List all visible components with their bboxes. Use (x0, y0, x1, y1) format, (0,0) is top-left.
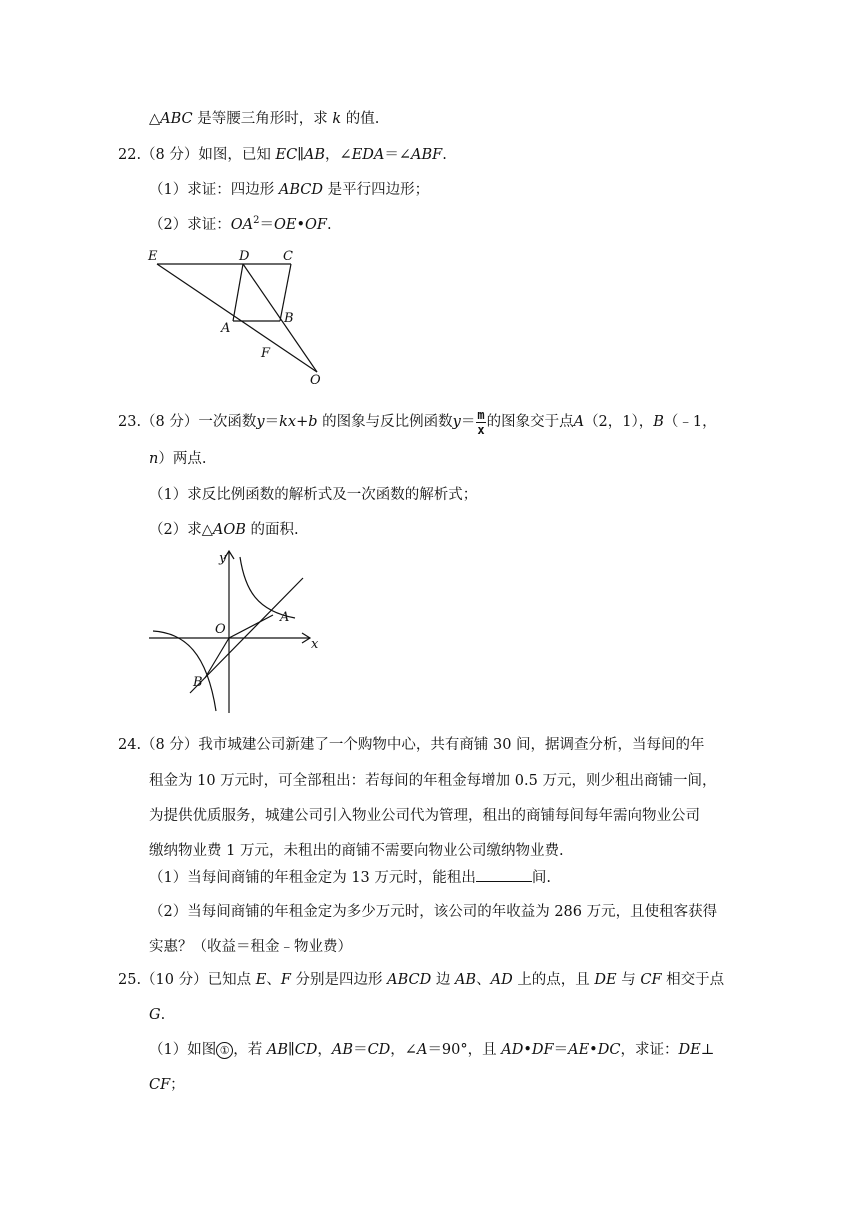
segment-oa (229, 615, 273, 638)
q24-line-1: 24.（8 分）我市城建公司新建了一个购物中心，共有商铺 30 间，据调查分析，当每间的年 (118, 737, 705, 753)
q24-line-3: 为提供优质服务，城建公司引入物业公司代为管理，租出的商铺每间每年需向物业公司 (149, 808, 700, 824)
q23-part2: （2）求△AOB 的面积. (149, 522, 299, 538)
q25-heading-cont: G. (149, 1007, 166, 1023)
q22-part2: （2）求证：$OA^2=OE•OF$. (149, 215, 332, 233)
figure-number-circle: ① (216, 1042, 233, 1059)
answer-blank[interactable] (476, 867, 532, 882)
q23-function-graph (145, 545, 325, 715)
var-abc: ABC (160, 111, 193, 127)
q24-part2: （2）当每间商铺的年租金定为多少万元时，该公司的年收益为 286 万元，且使租客获得 (149, 904, 718, 920)
label-b: B (284, 311, 294, 326)
label-o: O (310, 373, 321, 388)
label-o: O (215, 622, 226, 637)
q22-geometry-figure (145, 245, 345, 390)
q23-heading: 23.（8 分）一次函数y＝kx+b 的图象与反比例函数y＝ $\frac{m}{x}$ 的图象交于点A（2，1），B（﹣1， (118, 407, 717, 437)
q22-part1: （1）求证：四边形 ABCD 是平行四边形； (149, 182, 430, 198)
label-c: C (283, 249, 293, 264)
q25-part1-cont: CF； (149, 1077, 185, 1093)
segment-ob (205, 638, 229, 678)
text: 是等腰三角形时，求 (197, 111, 328, 127)
q24-part2-cont: 实惠？（收益＝租金﹣物业费） (149, 939, 352, 955)
triangle-symbol: △ (149, 111, 161, 127)
label-b: B (193, 675, 203, 690)
label-f: F (261, 346, 271, 361)
label-y: y (219, 551, 227, 566)
segment-do (243, 264, 317, 372)
q25-heading: 25.（10 分）已知点 E、F 分别是四边形 ABCD 边 AB、AD 上的点，且 DE 与 CF 相交于点 (118, 972, 725, 988)
q24-line-4: 缴纳物业费 1 万元，未租出的商铺不需要向物业公司缴纳物业费. (149, 843, 564, 859)
fraction-m-over-x: $\frac{m}{x}$ (477, 407, 485, 437)
q23-part1: （1）求反比例函数的解析式及一次函数的解析式； (149, 487, 478, 503)
label-a: A (221, 321, 231, 336)
label-x: x (311, 637, 319, 652)
text-line-isosceles (149, 109, 379, 129)
q25-part1: （1）如图 ① ，若 AB∥CD，AB＝CD，∠A＝90°，且 AD•DF＝AE•DC，求证：DE⊥ (149, 1042, 715, 1058)
label-d: D (239, 249, 250, 264)
hyperbola-branch-upper (240, 557, 295, 618)
label-e: E (148, 249, 158, 264)
label-a: A (280, 610, 290, 625)
text: 的值. (345, 111, 380, 127)
segment-da (233, 264, 243, 321)
var-k: k (332, 111, 342, 127)
q22-heading: 22.（8 分）如图，已知 EC∥AB，∠EDA＝∠ABF. (118, 147, 447, 163)
q24-part1: （1）当每间商铺的年租金定为 13 万元时，能租出 间. (149, 867, 551, 888)
q23-heading-cont: n）两点. (149, 451, 207, 467)
hyperbola-branch-lower (153, 631, 216, 711)
q24-line-2: 租金为 10 万元时，可全部租出：若每间的年租金每增加 0.5 万元，则少租出商铺一间， (149, 773, 717, 789)
